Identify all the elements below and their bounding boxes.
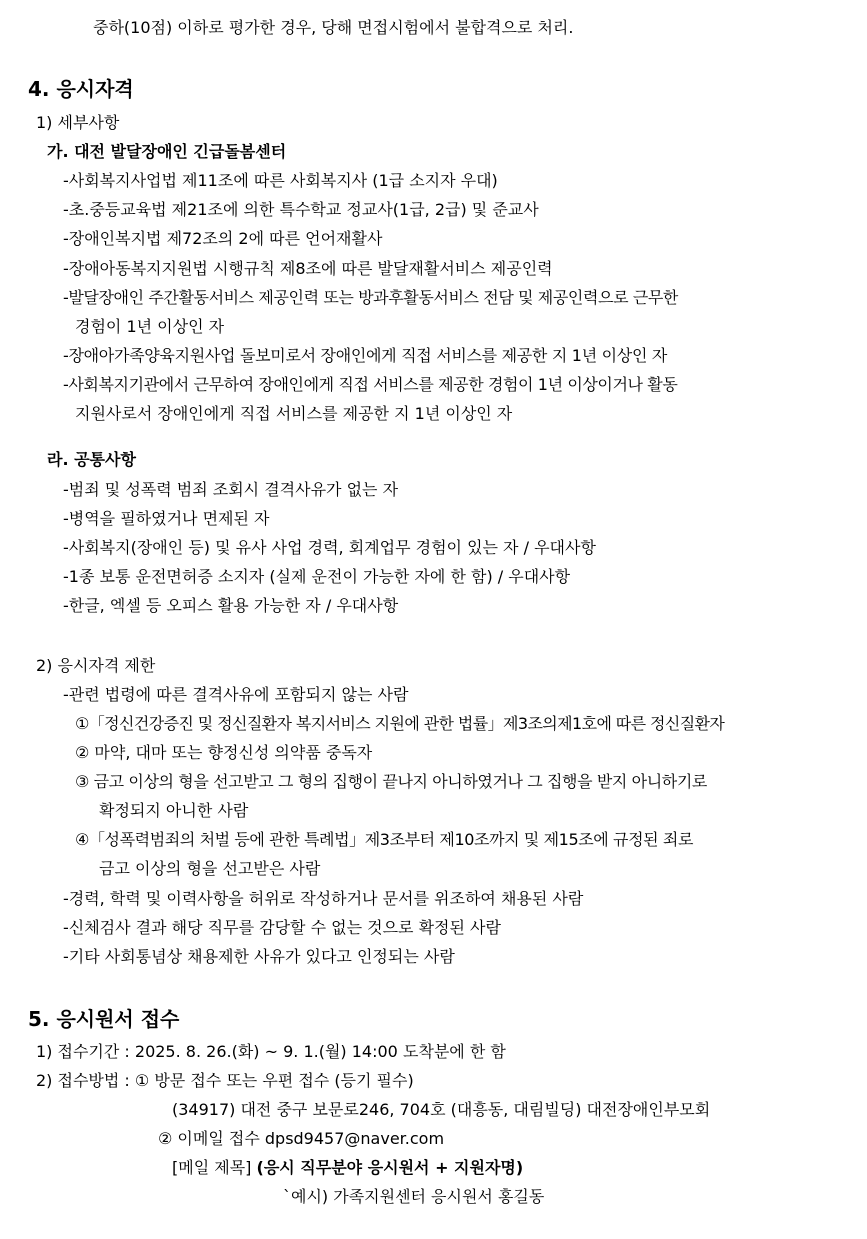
application-period: 1) 접수기간 : 2025. 8. 26.(화) ~ 9. 1.(월) 14:00 도착분에 한 함	[36, 1042, 506, 1061]
ga-item: -장애아동복지지원법 시행규칙 제8조에 따른 발달재활서비스 제공인력	[63, 259, 553, 278]
ga-item-continued: 지원사로서 장애인에게 직접 서비스를 제공한 지 1년 이상인 자	[75, 404, 513, 423]
ra-item: -1종 보통 운전면허증 소지자 (실제 운전이 가능한 자에 한 함) / 우대사항	[63, 567, 571, 586]
ga-item: -초.중등교육법 제21조에 의한 특수학교 정교사(1급, 2급) 및 준교사	[63, 200, 539, 219]
section-5-title: 5. 응시원서 접수	[28, 1007, 180, 1031]
subsection-2-title: 2) 응시자격 제한	[36, 656, 156, 675]
subsection-ra-title: 라. 공통사항	[47, 450, 136, 469]
section-4-title: 4. 응시자격	[28, 77, 134, 101]
ga-item: -발달장애인 주간활동서비스 제공인력 또는 방과후활동서비스 전담 및 제공인력으로 근무한	[63, 288, 678, 307]
ra-item: -한글, 엑셀 등 오피스 활용 가능한 자 / 우대사항	[63, 596, 399, 615]
mail-subject-line	[172, 1158, 523, 1178]
ga-item: -사회복지사업법 제11조에 따른 사회복지사 (1급 소지자 우대)	[63, 171, 498, 190]
restriction-item-continued: 금고 이상의 형을 선고받은 사람	[99, 859, 321, 878]
restriction-item-continued: 확정되지 아니한 사람	[99, 801, 249, 820]
ga-item: -장애인복지법 제72조의 2에 따른 언어재활사	[63, 229, 383, 248]
ga-item: -장애아가족양육지원사업 돌보미로서 장애인에게 직접 서비스를 제공한 지 1년 이상인 자	[63, 346, 668, 365]
mail-subject-label: [메일 제목]	[172, 1158, 252, 1177]
restriction-item: ④「성폭력범죄의 처벌 등에 관한 특례법」제3조부터 제10조까지 및 제15조에 규정된 죄로	[75, 830, 694, 849]
ra-item: -사회복지(장애인 등) 및 유사 사업 경력, 회계업무 경험이 있는 자 / 우대사항	[63, 538, 596, 557]
application-method: 2) 접수방법 : ① 방문 접수 또는 우편 접수 (등기 필수)	[36, 1071, 414, 1090]
ga-item-continued: 경험이 1년 이상인 자	[75, 317, 225, 336]
restriction-item: ①「정신건강증진 및 정신질환자 복지서비스 지원에 관한 법률」제3조의제1호에 따른 정신질환자	[75, 714, 725, 733]
restriction-item: -기타 사회통념상 채용제한 사유가 있다고 인정되는 사람	[63, 947, 455, 966]
email-submission: ② 이메일 접수 dpsd9457@naver.com	[158, 1129, 445, 1148]
top-note: 중하(10점) 이하로 평가한 경우, 당해 면접시험에서 불합격으로 처리.	[93, 18, 574, 37]
restriction-item: -신체검사 결과 해당 직무를 감당할 수 없는 것으로 확정된 사람	[63, 918, 501, 937]
restriction-item: ② 마약, 대마 또는 향정신성 의약품 중독자	[75, 743, 373, 762]
restriction-item: -관련 법령에 따른 결격사유에 포함되지 않는 사람	[63, 685, 409, 704]
mail-subject-example: `예시) 가족지원센터 응시원서 홍길동	[283, 1187, 545, 1206]
postal-address: (34917) 대전 중구 보문로246, 704호 (대흥동, 대림빌딩) 대전장애인부모회	[172, 1100, 711, 1119]
subsection-ga-title: 가. 대전 발달장애인 긴급돌봄센터	[47, 142, 287, 161]
ga-item: -사회복지기관에서 근무하여 장애인에게 직접 서비스를 제공한 경험이 1년 이상이거나 활동	[63, 375, 678, 394]
restriction-item: -경력, 학력 및 이력사항을 허위로 작성하거나 문서를 위조하여 채용된 사람	[63, 889, 584, 908]
mail-subject-value: (응시 직무분야 응시원서 + 지원자명)	[256, 1158, 524, 1177]
restriction-item: ③ 금고 이상의 형을 선고받고 그 형의 집행이 끝나지 아니하였거나 그 집행을 받지 아니하기로	[75, 772, 707, 791]
ra-item: -병역을 필하였거나 면제된 자	[63, 509, 270, 528]
subsection-1-title: 1) 세부사항	[36, 113, 120, 132]
ra-item: -범죄 및 성폭력 범죄 조회시 결격사유가 없는 자	[63, 480, 399, 499]
